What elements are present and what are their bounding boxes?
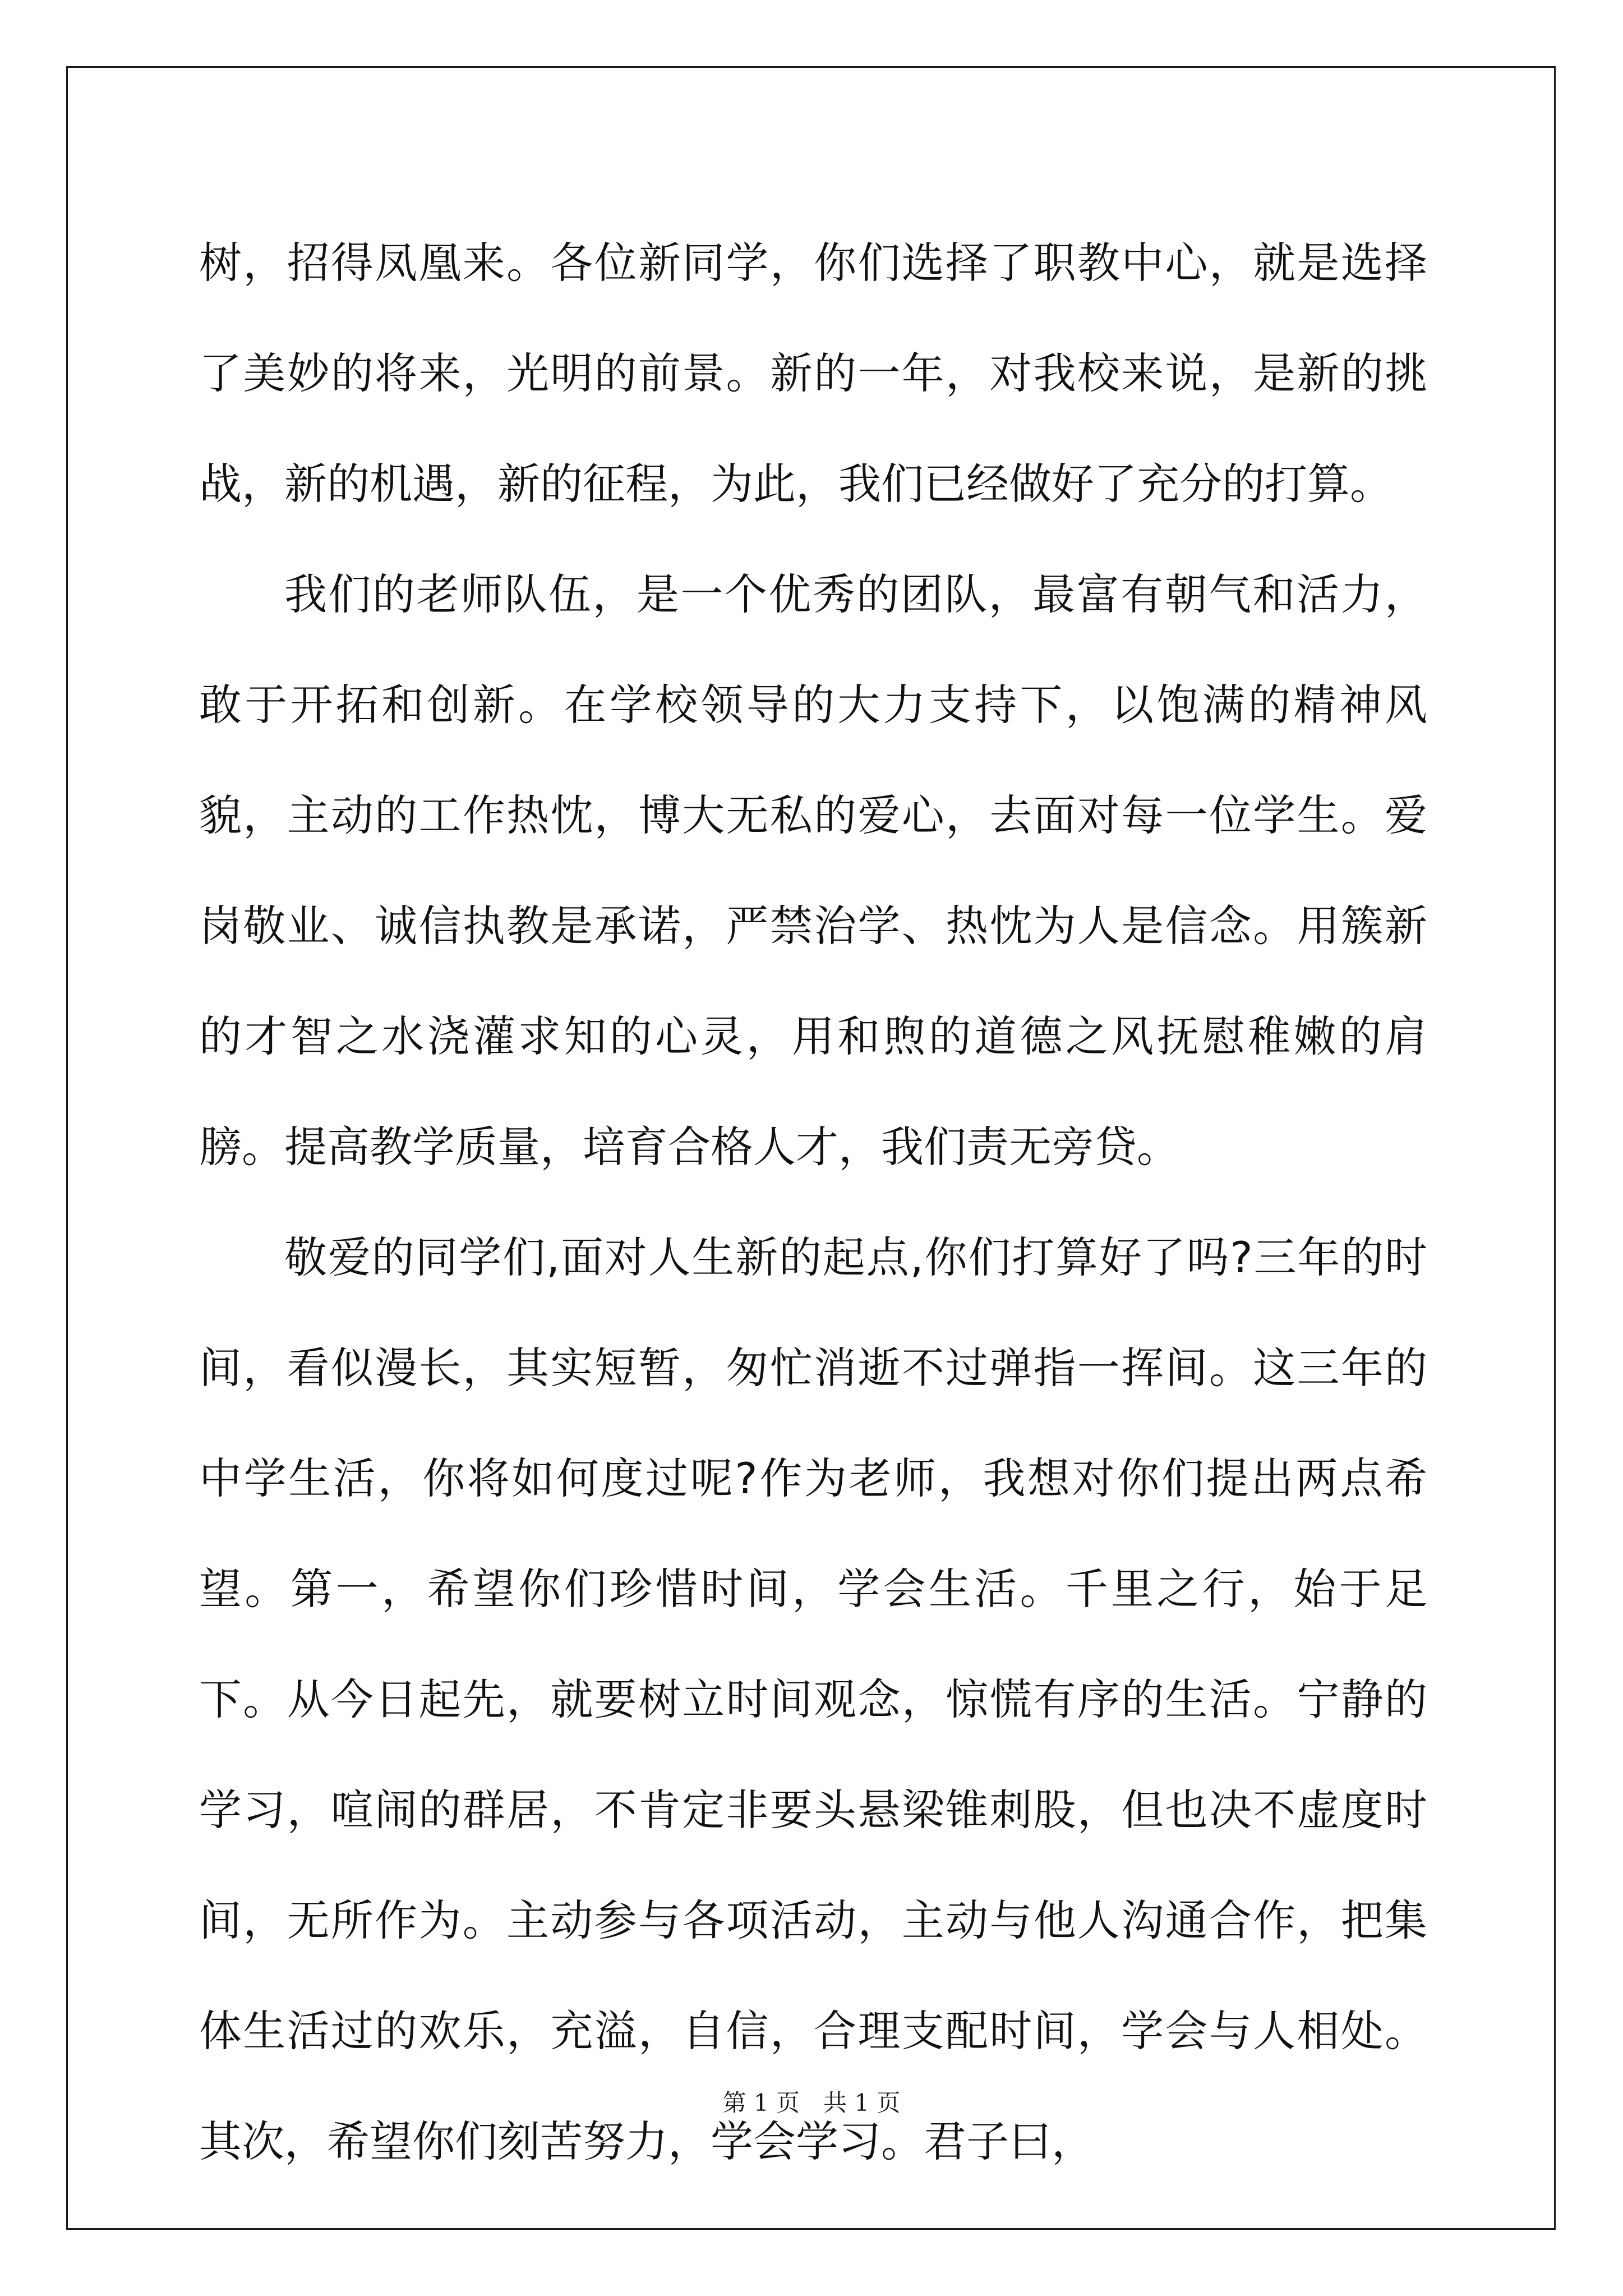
paragraph-3: 敬爱的同学们,面对人生新的起点,你们打算好了吗?三年的时间，看似漫长，其实短暂，匆忙消逝不过弹指一挥间。这三年的中学生活，你将如何度过呢?作为老师，我想对你们提出两点希望。第一，希望你们珍惜时间，学会生活。千里之行，始于足下。从今日起先，就要树立时间观念，惊慌有序的生活。宁静的学习，喧闹的群居，不肯定非要头悬梁锥刺股，但也决不虚度时间，无所作为。主动参与各项活动，主动与他人沟通合作，把集体生活过的欢乐，充溢，自信，合理支配时间，学会与人相处。其次，希望你们刻苦努力，学会学习。君子曰， <box>199 1232 1427 2166</box>
paragraph-1: 树，招得凤凰来。各位新同学，你们选择了职教中心，就是选择了美妙的将来，光明的前景。新的一年，对我校来说，是新的挑战，新的机遇，新的征程，为此，我们已经做好了充分的打算。 <box>199 238 1427 509</box>
page-footer <box>0 2086 1623 2120</box>
page-total: 共 1 页 <box>823 2089 901 2116</box>
page-number: 第 1 页 <box>722 2089 800 2116</box>
document-body <box>199 208 1427 2197</box>
paragraph-2: 我们的老师队伍，是一个优秀的团队，最富有朝气和活力，敢于开拓和创新。在学校领导的大力支持下，以饱满的精神风貌，主动的工作热忱，博大无私的爱心，去面对每一位学生。爱岗敬业、诚信执教是承诺，严禁治学、热忱为人是信念。用簇新的才智之水浇灌求知的心灵，用和煦的道德之风抚慰稚嫩的肩膀。提高教学质量，培育合格人才，我们责无旁贷。 <box>199 569 1427 1172</box>
